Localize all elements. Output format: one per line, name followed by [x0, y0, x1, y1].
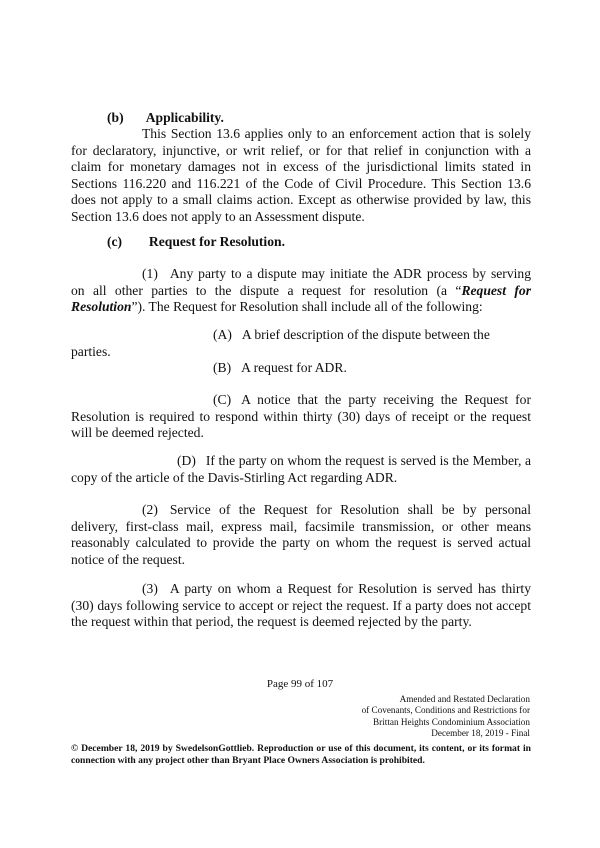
section-b-title: Applicability.	[145, 110, 224, 125]
item-a-text: A brief description of the dispute between the parties.	[71, 327, 490, 359]
paragraph-c1	[71, 266, 531, 316]
section-b-heading	[107, 110, 224, 126]
item-c-number: (C)	[213, 392, 232, 407]
declaration-line-2: of Covenants, Conditions and Restrictions for	[361, 705, 530, 716]
paragraph-c2-number: (2)	[142, 502, 158, 517]
section-b-label: (b)	[107, 110, 124, 125]
paragraph-c2-text: Service of the Request for Resolution shall be by personal delivery, first-class mail, express mail, facsimile transmission, or other means reasonably calculated to provide the party on whom the request is served actual notice of the request.	[71, 502, 531, 567]
page-number: Page 99 of 107	[266, 678, 334, 690]
paragraph-c1-text: Any party to a dispute may initiate the ADR process by serving on all other parties to the dispute a request for resolution (a “	[71, 266, 531, 298]
item-c	[71, 392, 531, 442]
defined-term-request-for-resolution: Request for Resolution	[71, 282, 531, 315]
section-c-label: (c)	[107, 234, 123, 249]
declaration-line-4: December 18, 2019 - Final	[431, 728, 530, 739]
item-c-text: A notice that the party receiving the Request for Resolution is required to respond within thirty (30) days of receipt or the request will be deemed rejected.	[71, 392, 531, 441]
section-b-body: This Section 13.6 applies only to an enforcement action that is solely for declaratory, injunctive, or writ relief, or for that relief in conjunction with a claim for monetary damages not in excess of the jurisdictional limits stated in Sections 116.220 and 116.221 of the Code of Civil Procedure. This Section 13.6 does not apply to a small claims action. Except as otherwise provided by law, this Section 13.6 does not apply to an Assessment dispute.	[71, 126, 531, 224]
declaration-footer	[362, 694, 530, 740]
section-c-title: Request for Resolution.	[148, 234, 285, 249]
item-b-text: A request for ADR.	[241, 360, 347, 375]
paragraph-c2	[71, 502, 531, 568]
section-c-heading	[107, 234, 285, 250]
item-a-number: (A)	[213, 327, 232, 342]
paragraph-c3	[71, 581, 531, 631]
paragraph-c3-number: (3)	[142, 581, 158, 596]
declaration-line-1: Amended and Restated Declaration	[399, 694, 530, 704]
declaration-line-3: Brittan Heights Condominium Association	[373, 716, 530, 727]
item-b-number: (B)	[213, 360, 232, 375]
item-b	[71, 360, 531, 377]
paragraph-c1-text-end: ”). The Request for Resolution shall include all of the following:	[131, 299, 483, 315]
item-d	[71, 453, 531, 486]
item-a	[71, 327, 531, 360]
item-d-text: If the party on whom the request is served is the Member, a copy of the article of the Davis-Stirling Act regarding ADR.	[71, 453, 531, 485]
paragraph-c1-number: (1)	[142, 266, 158, 281]
item-d-number: (D)	[177, 453, 196, 468]
paragraph-c3-text: A party on whom a Request for Resolution is served has thirty (30) days following service to accept or reject the request. If a party does not accept the request within that period, the request is deemed rejected by the party.	[71, 581, 531, 630]
copyright-notice: © December 18, 2019 by SwedelsonGottlieb. Reproduction or use of this document, its content, or its format in connection with any project other than Bryant Place Owners Association is prohibited.	[71, 743, 531, 766]
